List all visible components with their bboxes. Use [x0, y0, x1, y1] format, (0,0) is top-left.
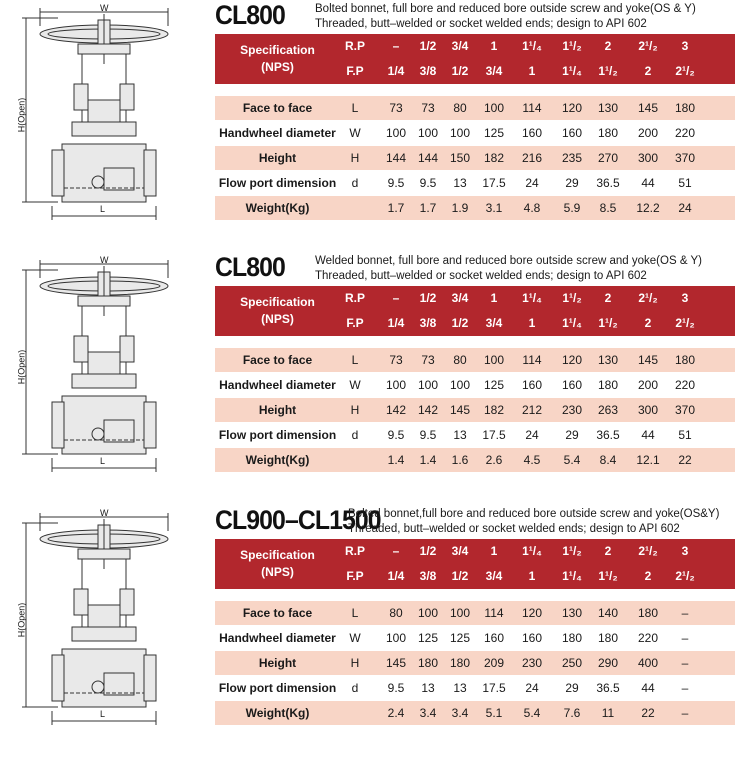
row-symbol: H [350, 403, 360, 417]
fp-size-cell: 3/4 [485, 569, 503, 583]
rp-size-cell: 1¹/₂ [562, 544, 582, 558]
fp-size-cell: 1¹/₂ [598, 569, 618, 583]
value-cell: 13 [421, 681, 435, 695]
fp-label: F.P [346, 64, 364, 78]
value-cell: 130 [597, 101, 619, 115]
fp-size-cell: 1/4 [387, 569, 405, 583]
value-cell: 100 [449, 126, 471, 140]
value-cell: 44 [641, 428, 655, 442]
fp-size-cell: 2¹/₂ [675, 64, 695, 78]
value-cell: 1.7 [419, 201, 437, 215]
value-cell: 36.5 [596, 428, 620, 442]
value-cell: 24 [525, 176, 539, 190]
value-cell: 270 [597, 151, 619, 165]
value-cell: 3.1 [485, 201, 503, 215]
section-title: CL800 [215, 0, 285, 30]
row-label: Flow port dimension [218, 176, 337, 190]
value-cell: 9.5 [387, 176, 405, 190]
value-cell: 263 [597, 403, 619, 417]
fp-size-cell: 1/2 [451, 316, 469, 330]
table-row [215, 121, 735, 145]
value-cell: 220 [637, 631, 659, 645]
row-symbol: H [350, 151, 360, 165]
value-cell: 180 [597, 378, 619, 392]
value-cell: 29 [565, 428, 579, 442]
value-cell: 1.6 [451, 453, 469, 467]
full-port-row [215, 311, 735, 336]
table-row [215, 398, 735, 422]
value-cell: 100 [385, 126, 407, 140]
value-cell: 80 [389, 606, 403, 620]
drawing-label-h: H(Open) [16, 349, 27, 385]
value-cell: 13 [453, 176, 467, 190]
rp-size-cell: 3 [681, 291, 689, 305]
fp-size-cell: 1¹/₄ [562, 64, 582, 78]
value-cell: 3.4 [451, 706, 469, 720]
value-cell: 80 [453, 353, 467, 367]
fp-size-cell: 3/8 [419, 569, 437, 583]
value-cell: 11 [601, 706, 615, 720]
fp-size-cell: 3/4 [485, 64, 503, 78]
fp-size-cell: 2¹/₂ [675, 316, 695, 330]
row-label: Height [258, 403, 297, 417]
value-cell: 290 [597, 656, 619, 670]
drawing-label-h: H(Open) [16, 602, 27, 638]
row-label: Weight(Kg) [245, 453, 310, 467]
row-label: Face to face [242, 101, 313, 115]
fp-size-cell: 3/8 [419, 316, 437, 330]
rp-size-cell: – [392, 39, 400, 53]
value-cell: 114 [522, 101, 542, 115]
value-cell: – [681, 706, 689, 720]
value-cell: 73 [389, 101, 403, 115]
drawing-label-h: H(Open) [16, 97, 27, 133]
value-cell: 13 [453, 428, 467, 442]
value-cell: 5.1 [485, 706, 503, 720]
value-cell: 180 [674, 353, 696, 367]
section-description [348, 507, 719, 537]
drawing-label-l: L [100, 204, 106, 214]
value-cell: 370 [674, 151, 696, 165]
value-cell: 180 [417, 656, 439, 670]
fp-size-cell: 1 [528, 64, 536, 78]
value-cell: 5.4 [563, 453, 581, 467]
value-cell: 182 [483, 403, 505, 417]
value-cell: 100 [449, 606, 471, 620]
value-cell: 150 [449, 151, 471, 165]
value-cell: 5.9 [563, 201, 581, 215]
rp-size-cell: 1¹/₄ [522, 39, 542, 53]
rp-size-cell: 2 [604, 39, 612, 53]
description-line: Bolted bonnet, full bore and reduced bore outside screw and yoke(OS & Y) [315, 3, 696, 15]
rp-size-cell: 1/2 [419, 291, 437, 305]
description-line: Bolted bonnet,full bore and reduced bore outside screw and yoke(OS&Y) [348, 508, 720, 520]
value-cell: 130 [597, 353, 619, 367]
value-cell: 114 [484, 606, 504, 620]
fp-size-cell: 3/8 [419, 64, 437, 78]
value-cell: 3.4 [419, 706, 437, 720]
value-cell: 160 [521, 631, 543, 645]
value-cell: 160 [483, 631, 505, 645]
value-cell: 73 [389, 353, 403, 367]
value-cell: 230 [561, 403, 583, 417]
value-cell: 400 [637, 656, 659, 670]
value-cell: 4.5 [523, 453, 541, 467]
value-cell: 8.4 [599, 453, 617, 467]
value-cell: 180 [561, 631, 583, 645]
section-description [315, 254, 702, 284]
value-cell: 7.6 [563, 706, 581, 720]
table-row [215, 96, 735, 120]
value-cell: 36.5 [596, 681, 620, 695]
row-symbol: L [351, 353, 359, 367]
value-cell: 73 [421, 101, 435, 115]
value-cell: 145 [385, 656, 407, 670]
value-cell: 180 [449, 656, 471, 670]
full-port-row [215, 564, 735, 589]
table-row [215, 196, 735, 220]
fp-size-cell: 1¹/₄ [562, 569, 582, 583]
value-cell: 17.5 [482, 176, 506, 190]
fp-size-cell: 2 [644, 569, 652, 583]
table-row [215, 423, 735, 447]
value-cell: 180 [674, 101, 696, 115]
rp-size-cell: 3/4 [451, 544, 469, 558]
value-cell: 125 [417, 631, 439, 645]
value-cell: 73 [421, 353, 435, 367]
rp-size-cell: 3 [681, 39, 689, 53]
reduced-port-row [215, 286, 735, 311]
rp-size-cell: 1¹/₂ [562, 291, 582, 305]
value-cell: 17.5 [482, 681, 506, 695]
value-cell: 250 [561, 656, 583, 670]
value-cell: 200 [637, 378, 659, 392]
value-cell: 24 [525, 681, 539, 695]
table-row [215, 373, 735, 397]
value-cell: 1.4 [387, 453, 405, 467]
value-cell: 120 [561, 101, 583, 115]
value-cell: 22 [678, 453, 692, 467]
row-label: Flow port dimension [218, 428, 337, 442]
section-title: CL900–CL1500 [215, 505, 381, 535]
value-cell: 180 [597, 126, 619, 140]
fp-size-cell: 1¹/₂ [598, 64, 618, 78]
value-cell: 5.4 [523, 706, 541, 720]
rp-label: R.P [344, 291, 365, 305]
table-row [215, 448, 735, 472]
row-label: Height [258, 151, 297, 165]
rp-label: R.P [344, 544, 365, 558]
value-cell: 145 [637, 353, 659, 367]
value-cell: 12.1 [636, 453, 660, 467]
value-cell: 180 [597, 631, 619, 645]
row-symbol: d [351, 681, 359, 695]
table-row [215, 626, 735, 650]
section-title: CL800 [215, 252, 285, 282]
value-cell: 100 [385, 378, 407, 392]
value-cell: – [681, 681, 689, 695]
row-symbol [338, 196, 372, 220]
section-description [315, 2, 696, 32]
fp-size-cell: 1¹/₂ [598, 316, 618, 330]
value-cell: 180 [637, 606, 659, 620]
specification-label-line: Specification [240, 548, 315, 562]
specification-header [215, 539, 735, 589]
description-line: Threaded, butt–welded or socket welded ends; design to API 602 [315, 18, 647, 30]
fp-size-cell: 1 [528, 316, 536, 330]
description-line: Threaded, butt–welded or socket welded ends; design to API 602 [315, 270, 647, 282]
value-cell: 220 [674, 126, 696, 140]
rp-size-cell: 1 [490, 291, 498, 305]
value-cell: 4.8 [523, 201, 541, 215]
drawing-label-l: L [100, 709, 106, 719]
rp-size-cell: 2 [604, 291, 612, 305]
fp-size-cell: 1 [528, 569, 536, 583]
value-cell: 144 [385, 151, 407, 165]
value-cell: 9.5 [419, 428, 437, 442]
rp-size-cell: 2¹/₂ [638, 291, 658, 305]
value-cell: 145 [637, 101, 659, 115]
value-cell: 125 [483, 126, 505, 140]
specification-label-line: Specification [240, 43, 315, 57]
rp-size-cell: 2 [604, 544, 612, 558]
value-cell: 100 [385, 631, 407, 645]
value-cell: 1.9 [451, 201, 469, 215]
value-cell: 160 [561, 378, 583, 392]
drawing-label-w: W [100, 255, 109, 265]
row-label: Height [258, 656, 297, 670]
row-symbol: W [349, 378, 361, 392]
specification-label-line: Specification [240, 295, 315, 309]
fp-size-cell: 1/2 [451, 64, 469, 78]
value-cell: 36.5 [596, 176, 620, 190]
table-row [215, 676, 735, 700]
description-line: Threaded, butt–welded or socket welded ends; design to API 602 [348, 523, 680, 535]
value-cell: 1.7 [387, 201, 405, 215]
value-cell: 29 [565, 681, 579, 695]
value-cell: – [681, 656, 689, 670]
value-cell: 100 [449, 378, 471, 392]
valve-drawing [18, 4, 218, 234]
drawing-label-w: W [100, 508, 109, 518]
value-cell: 51 [678, 176, 692, 190]
row-symbol [338, 701, 372, 725]
row-symbol: W [349, 126, 361, 140]
value-cell: 145 [449, 403, 471, 417]
value-cell: 300 [637, 151, 659, 165]
specification-label-line: (NPS) [261, 60, 294, 74]
row-symbol: L [351, 101, 359, 115]
specification-header [215, 34, 735, 84]
row-label: Face to face [242, 606, 313, 620]
rp-size-cell: 2¹/₂ [638, 39, 658, 53]
value-cell: 300 [637, 403, 659, 417]
value-cell: 29 [565, 176, 579, 190]
rp-size-cell: 2¹/₂ [638, 544, 658, 558]
row-label: Face to face [242, 353, 313, 367]
value-cell: 80 [453, 101, 467, 115]
fp-size-cell: 2 [644, 316, 652, 330]
rp-size-cell: 1 [490, 544, 498, 558]
value-cell: 44 [641, 176, 655, 190]
drawing-label-w: W [100, 3, 109, 13]
row-label: Weight(Kg) [245, 706, 310, 720]
specification-label-line: (NPS) [261, 312, 294, 326]
rp-size-cell: 1¹/₄ [522, 544, 542, 558]
value-cell: 9.5 [419, 176, 437, 190]
value-cell: 230 [521, 656, 543, 670]
rp-size-cell: 1/2 [419, 39, 437, 53]
value-cell: 125 [449, 631, 471, 645]
row-symbol [338, 448, 372, 472]
fp-size-cell: 3/4 [485, 316, 503, 330]
reduced-port-row [215, 34, 735, 59]
row-symbol: d [351, 428, 359, 442]
value-cell: 17.5 [482, 428, 506, 442]
value-cell: 142 [417, 403, 439, 417]
value-cell: 212 [521, 403, 543, 417]
fp-size-cell: 1/2 [451, 569, 469, 583]
specification-label-line: (NPS) [261, 565, 294, 579]
value-cell: 9.5 [387, 681, 405, 695]
rp-label: R.P [344, 39, 365, 53]
specification-header [215, 286, 735, 336]
value-cell: 2.4 [387, 706, 405, 720]
row-label: Weight(Kg) [245, 201, 310, 215]
value-cell: 100 [483, 101, 505, 115]
row-label: Handwheel diameter [219, 631, 336, 645]
value-cell: 140 [597, 606, 619, 620]
valve-drawing [18, 256, 218, 486]
value-cell: 24 [525, 428, 539, 442]
table-row [215, 601, 735, 625]
value-cell: 182 [483, 151, 505, 165]
fp-size-cell: 2 [644, 64, 652, 78]
rp-size-cell: – [392, 291, 400, 305]
value-cell: 216 [521, 151, 543, 165]
rp-size-cell: 3 [681, 544, 689, 558]
table-row [215, 651, 735, 675]
table-row [215, 171, 735, 195]
value-cell: 100 [417, 606, 439, 620]
rp-size-cell: 3/4 [451, 291, 469, 305]
value-cell: 160 [521, 126, 543, 140]
rp-size-cell: – [392, 544, 400, 558]
fp-size-cell: 1/4 [387, 316, 405, 330]
reduced-port-row [215, 539, 735, 564]
row-symbol: L [351, 606, 359, 620]
fp-size-cell: 1¹/₄ [562, 316, 582, 330]
rp-size-cell: 1 [490, 39, 498, 53]
fp-label: F.P [346, 569, 364, 583]
fp-size-cell: 2¹/₂ [675, 569, 695, 583]
value-cell: 100 [417, 126, 439, 140]
value-cell: 8.5 [599, 201, 617, 215]
value-cell: 125 [483, 378, 505, 392]
value-cell: 120 [521, 606, 543, 620]
value-cell: 100 [483, 353, 505, 367]
fp-size-cell: 1/4 [387, 64, 405, 78]
row-label: Handwheel diameter [219, 378, 336, 392]
full-port-row [215, 59, 735, 84]
row-label: Handwheel diameter [219, 126, 336, 140]
rp-size-cell: 1¹/₄ [522, 291, 542, 305]
value-cell: 160 [561, 126, 583, 140]
value-cell: 2.6 [485, 453, 503, 467]
value-cell: – [681, 631, 689, 645]
value-cell: 144 [417, 151, 439, 165]
value-cell: 220 [674, 378, 696, 392]
rp-size-cell: 1¹/₂ [562, 39, 582, 53]
fp-label: F.P [346, 316, 364, 330]
table-row [215, 348, 735, 372]
value-cell: 209 [483, 656, 505, 670]
row-label: Flow port dimension [218, 681, 337, 695]
value-cell: 24 [678, 201, 692, 215]
value-cell: 114 [522, 353, 542, 367]
value-cell: 100 [417, 378, 439, 392]
value-cell: 22 [641, 706, 655, 720]
table-row [215, 146, 735, 170]
value-cell: 51 [678, 428, 692, 442]
value-cell: – [681, 606, 689, 620]
value-cell: 200 [637, 126, 659, 140]
value-cell: 13 [453, 681, 467, 695]
value-cell: 160 [521, 378, 543, 392]
table-row [215, 701, 735, 725]
valve-drawing [18, 509, 218, 739]
value-cell: 12.2 [636, 201, 660, 215]
value-cell: 235 [561, 151, 583, 165]
row-symbol: W [349, 631, 361, 645]
value-cell: 142 [385, 403, 407, 417]
value-cell: 44 [641, 681, 655, 695]
value-cell: 9.5 [387, 428, 405, 442]
drawing-label-l: L [100, 456, 106, 466]
description-line: Welded bonnet, full bore and reduced bore outside screw and yoke(OS & Y) [315, 255, 702, 267]
value-cell: 130 [561, 606, 583, 620]
rp-size-cell: 3/4 [451, 39, 469, 53]
row-symbol: H [350, 656, 360, 670]
rp-size-cell: 1/2 [419, 544, 437, 558]
value-cell: 120 [561, 353, 583, 367]
value-cell: 370 [674, 403, 696, 417]
row-symbol: d [351, 176, 359, 190]
value-cell: 1.4 [419, 453, 437, 467]
